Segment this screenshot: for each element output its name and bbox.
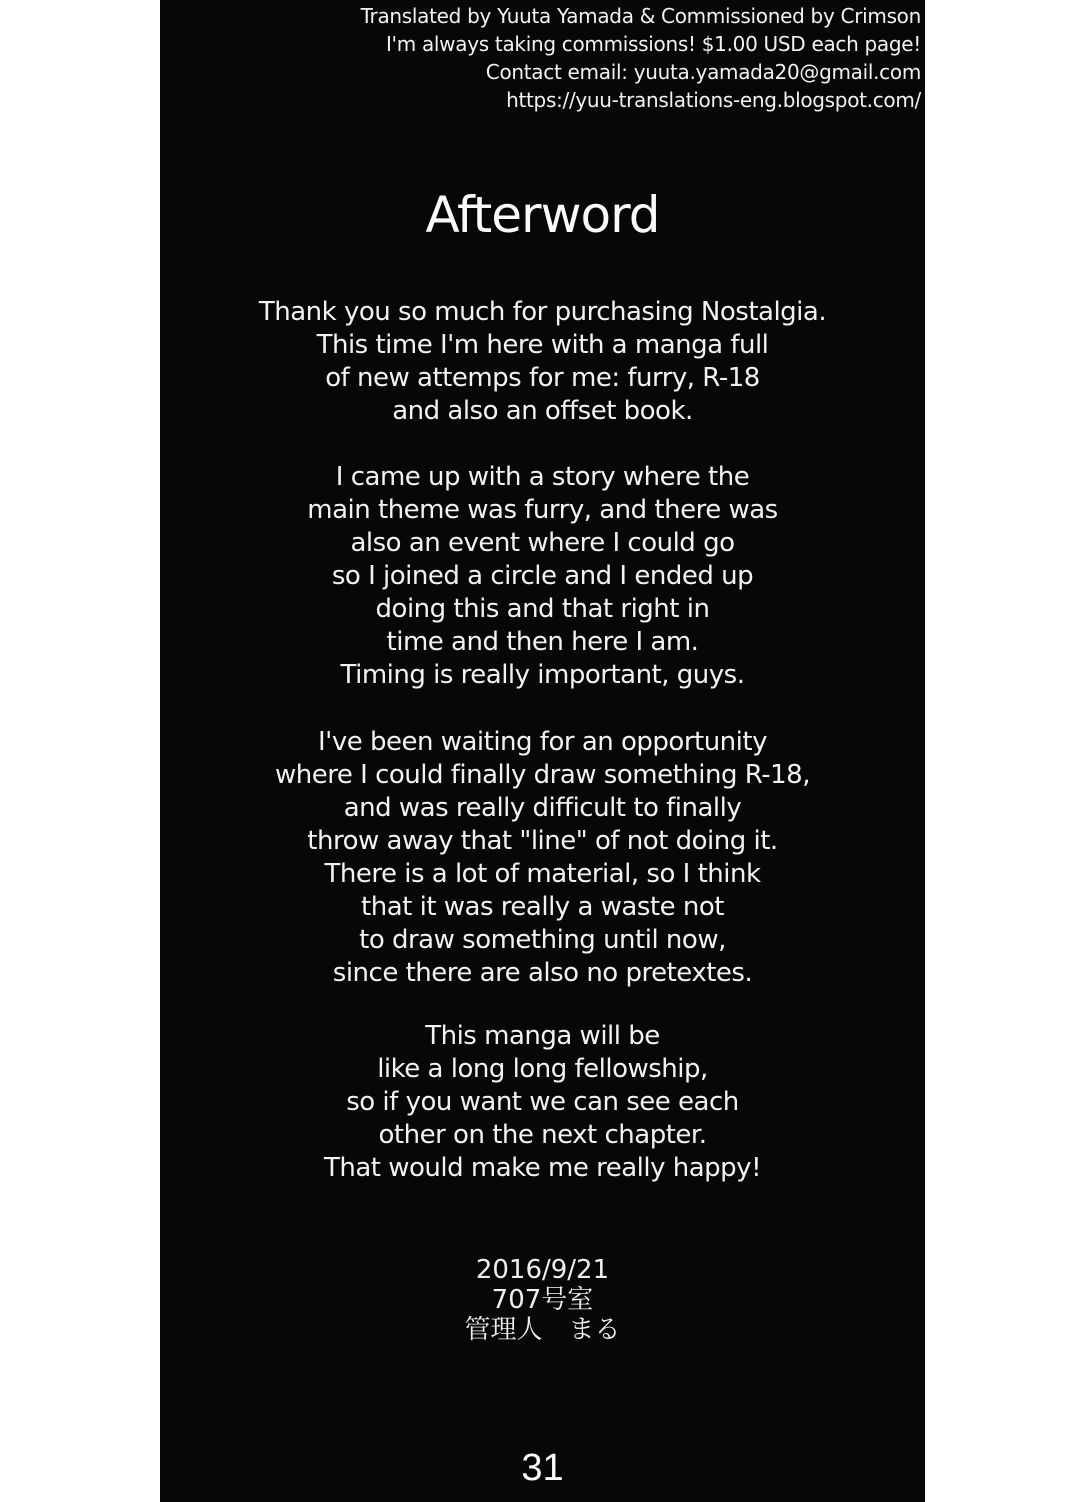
- paragraph-line: like a long long fellowship,: [377, 1054, 708, 1084]
- paragraph-line: of new attemps for me: furry, R-18: [325, 363, 760, 393]
- paragraph-thanks: [160, 296, 925, 428]
- colophon-author: 管理人 まる: [464, 1315, 621, 1345]
- translator-credits: [160, 2, 921, 114]
- paragraph-line: main theme was furry, and there was: [307, 495, 778, 525]
- paragraph-line: so I joined a circle and I ended up: [331, 561, 754, 591]
- colophon-room: 707号室: [491, 1285, 594, 1315]
- paragraph-line: other on the next chapter.: [378, 1120, 707, 1150]
- credit-line-url: https://yuu-translations-eng.blogspot.com/: [506, 88, 921, 112]
- paragraph-line: also an event where I could go: [350, 528, 735, 558]
- paragraph-line: doing this and that right in: [375, 594, 710, 624]
- paragraph-line: Timing is really important, guys.: [340, 660, 745, 690]
- colophon: [160, 1255, 925, 1345]
- colophon-date: 2016/9/21: [475, 1255, 610, 1285]
- credit-line: I'm always taking commissions! $1.00 USD each page!: [385, 32, 921, 56]
- paragraph-line: time and then here I am.: [386, 627, 699, 657]
- afterword-title: Afterword: [425, 186, 660, 244]
- paragraph-line: where I could finally draw something R-18,: [275, 760, 810, 790]
- paragraph-line: since there are also no pretextes.: [332, 958, 753, 988]
- paragraph-farewell: [160, 1020, 925, 1185]
- manga-page-panel: [160, 0, 925, 1502]
- paragraph-line: This manga will be: [425, 1021, 660, 1051]
- paragraph-line: and was really difficult to finally: [343, 793, 742, 823]
- paragraph-line: throw away that "line" of not doing it.: [307, 826, 778, 856]
- paragraph-line: This time I'm here with a manga full: [316, 330, 769, 360]
- paragraph-line: that it was really a waste not: [361, 892, 724, 922]
- paragraph-line: There is a lot of material, so I think: [324, 859, 761, 889]
- page-number: 31: [521, 1447, 564, 1489]
- credit-line: Translated by Yuuta Yamada & Commissioned by Crimson: [360, 4, 921, 28]
- paragraph-line: Thank you so much for purchasing Nostalgia.: [258, 297, 827, 327]
- paragraph-line: so if you want we can see each: [346, 1087, 739, 1117]
- paragraph-line: I've been waiting for an opportunity: [318, 727, 767, 757]
- paragraph-story: [160, 461, 925, 692]
- paragraph-line: That would make me really happy!: [323, 1153, 761, 1183]
- paragraph-opportunity: [160, 726, 925, 990]
- paragraph-line: and also an offset book.: [392, 396, 693, 426]
- credit-line-email: Contact email: yuuta.yamada20@gmail.com: [485, 60, 921, 84]
- paragraph-line: I came up with a story where the: [335, 462, 750, 492]
- paragraph-line: to draw something until now,: [359, 925, 726, 955]
